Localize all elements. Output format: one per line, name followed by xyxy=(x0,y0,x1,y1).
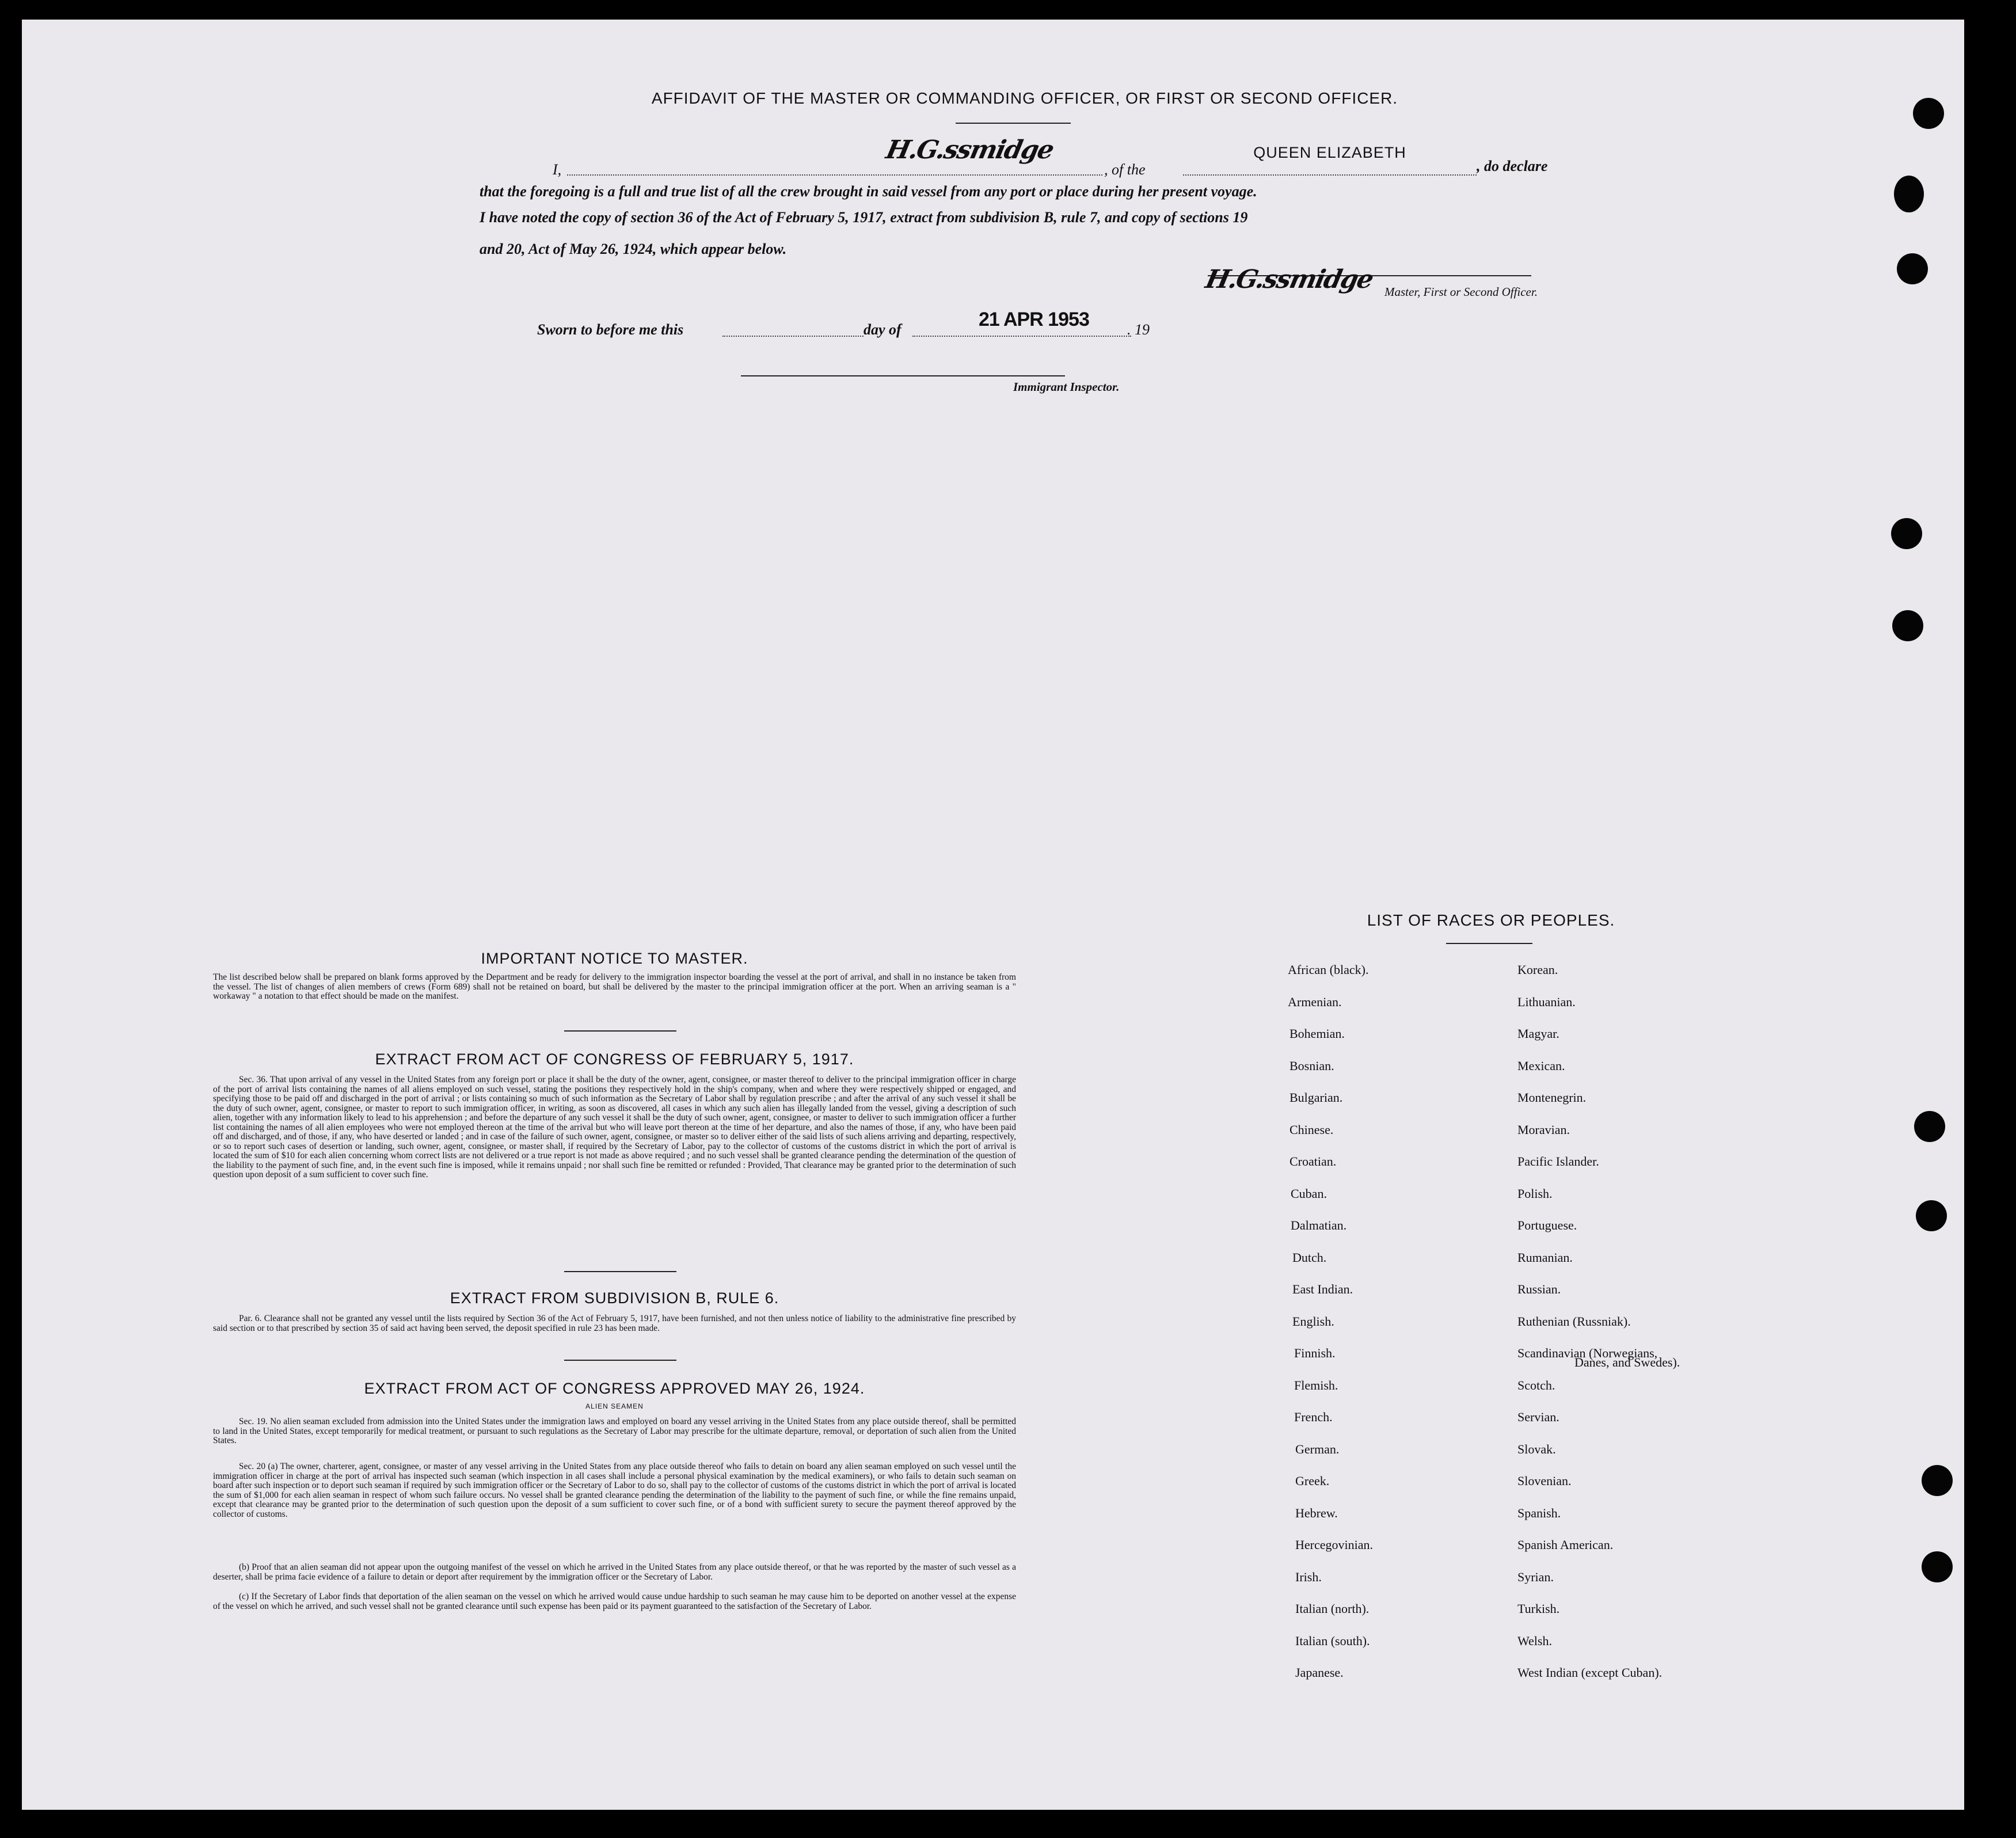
date-stamp: 21 APR 1953 xyxy=(979,309,1089,330)
race-right-item: Spanish. xyxy=(1517,1505,1561,1520)
race-left-item: Hebrew. xyxy=(1295,1505,1338,1520)
race-left-item: Bulgarian. xyxy=(1290,1090,1343,1105)
race-left-item: French. xyxy=(1294,1410,1333,1424)
race-right-item: Scotch. xyxy=(1517,1377,1555,1392)
alien-seamen-subtitle: ALIEN SEAMEN xyxy=(585,1402,644,1410)
race-left-item: Italian (south). xyxy=(1295,1633,1370,1648)
notice-title: IMPORTANT NOTICE TO MASTER. xyxy=(481,950,748,967)
race-left-item: African (black). xyxy=(1288,962,1369,977)
sec20b-body: (b) Proof that an alien seaman did not appear upon the outgoing manifest of the vessel on which he arrived in the United States from any place outside thereof, or that he was reported by the master of such vessel as a deserter, shall be prima facie evidence of a failure to detain or deport after requirement by the immigration officer or the Secretary of Labor. xyxy=(213,1562,1016,1582)
race-left-item: English. xyxy=(1292,1314,1334,1329)
day-of-label: day of xyxy=(864,321,902,338)
race-right-item: Welsh. xyxy=(1517,1633,1552,1648)
name-line xyxy=(567,174,1102,176)
race-scandinavian-continued: Danes, and Swedes). xyxy=(1574,1355,1680,1369)
binder-hole xyxy=(1913,98,1944,129)
binder-hole xyxy=(1922,1465,1953,1496)
race-left-item: Cuban. xyxy=(1291,1186,1327,1201)
section-divider xyxy=(564,1271,676,1272)
race-left-item: Japanese. xyxy=(1295,1665,1344,1680)
immigrant-inspector-label: Immigrant Inspector. xyxy=(1013,380,1120,394)
rule6-title: EXTRACT FROM SUBDIVISION B, RULE 6. xyxy=(450,1289,779,1307)
vessel-line xyxy=(1183,174,1477,176)
race-left-item: Dalmatian. xyxy=(1291,1218,1347,1232)
race-left-item: Armenian. xyxy=(1288,994,1342,1009)
affidavit-title: AFFIDAVIT OF THE MASTER OR COMMANDING OFFICER, OR FIRST OR SECOND OFFICER. xyxy=(651,89,1398,107)
sec20a-body: Sec. 20 (a) The owner, charterer, agent, consignee, or master of any vessel arriving in the United States from any place outside thereof who fails to detain on board any alien seaman employed on such vessel until the immigration officer in charge at the port of arrival has inspected such seaman (which inspection in all cases shall include a personal physical examination by the medical examiners), or who fails to detain such seaman on board after such inspection or to deport such seaman if required by such immigration officer or the Secretary of Labor to do so, shall pay to the collector of customs of the customs district in which the port of arrival is located the sum of $1,000 for each alien seaman in respect of whom such failure occurs. No vessel shall be granted clearance pending the determination of the liability to the payment of such fine, or while the fine remains unpaid, except that clearance may be granted prior to the determination of such question upon the deposit of a sum sufficient to cover such fine, or of a bond with sufficient surety to secure the payment thereof approved by the collector of customs. xyxy=(213,1462,1016,1519)
binder-hole xyxy=(1891,518,1922,549)
sec19-body: Sec. 19. No alien seaman excluded from admission into the United States under the immigration laws and employed on board any vessel arriving in the United States from any place outside thereof, shall be permitted to land in the United States, except temporarily for medical treatment, or pursuant to such regulations as the Secretary of Labor may prescribe for the ultimate departure, removal, or deportation of such alien from the United States. xyxy=(213,1417,1016,1445)
race-left-item: German. xyxy=(1295,1441,1340,1456)
race-left-item: Dutch. xyxy=(1292,1250,1327,1265)
race-right-item: Scandinavian (Norwegians, xyxy=(1517,1346,1658,1360)
race-left-item: Italian (north). xyxy=(1295,1601,1370,1616)
sworn-date-line xyxy=(912,336,1131,337)
race-right-item: Turkish. xyxy=(1517,1601,1560,1616)
affidavit-i-label: I, xyxy=(553,161,562,178)
race-right-item: Slovenian. xyxy=(1517,1474,1572,1488)
race-right-item: Syrian. xyxy=(1517,1569,1554,1584)
race-right-item: Rumanian. xyxy=(1517,1250,1573,1265)
section-divider xyxy=(564,1360,676,1361)
title-underline xyxy=(956,123,1071,124)
affidavit-line-1: that the foregoing is a full and true list of all the crew brought in said vessel from any port or place during her present voyage. xyxy=(480,183,1257,200)
race-right-item: Magyar. xyxy=(1517,1026,1559,1041)
year-label: . 19 xyxy=(1127,321,1150,338)
race-right-item: Russian. xyxy=(1517,1282,1561,1296)
race-right-item: Moravian. xyxy=(1517,1122,1570,1137)
notice-body: The list described below shall be prepared on blank forms approved by the Department and be ready for delivery to the immigration inspector boarding the vessel at the port of arrival, and shall in no instance be taken from the vessel. The list of changes of alien members of crews (Form 689) shall not be retained on board, but shall be delivered by the master to the principal immigration officer at the port. When an arriving seaman is a " workaway " a notation to that effect should be made on the manifest. xyxy=(213,972,1016,1001)
race-right-item: West Indian (except Cuban). xyxy=(1517,1665,1663,1680)
race-right-item: Portuguese. xyxy=(1517,1218,1577,1232)
binder-hole xyxy=(1892,610,1923,641)
master-officer-label: Master, First or Second Officer. xyxy=(1384,285,1538,299)
rule6-body: Par. 6. Clearance shall not be granted any vessel until the lists required by Section 36 of the Act of February 5, 1917, have been furnished, and not then unless notice of liability to the administrative fine prescribed by said section or to that prescribed by section 35 of said act having been served, the deposit specified in rule 23 has been made. xyxy=(213,1314,1016,1333)
race-left-item: Bosnian. xyxy=(1290,1058,1334,1073)
race-left-item: Bohemian. xyxy=(1290,1026,1345,1041)
affidavit-of-the: , of the xyxy=(1104,161,1146,178)
race-left-item: Irish. xyxy=(1295,1569,1322,1584)
binder-hole xyxy=(1894,176,1924,212)
sworn-label: Sworn to before me this xyxy=(537,321,684,338)
inspector-signature-line xyxy=(741,375,1065,376)
binder-hole xyxy=(1922,1551,1953,1582)
race-left-item: Croatian. xyxy=(1290,1154,1337,1169)
extract-1917-body: Sec. 36. That upon arrival of any vessel in the United States from any foreign port or place it shall be the duty of the owner, agent, consignee, or master thereof to deliver to the principal immigration officer in charge of the port of arrival lists containing the names of all aliens employed on such vessel, stating the positions they respectively hold in the ship's company, when and where they were respectively shipped or engaged, and specifying those to be paid off and discharged in the port of arrival ; or lists containing so much of such information as the Secretary of Labor shall by regulation prescribe ; and after the arrival of any such vessel it shall be the duty of such owner, agent, consignee, or master to report to such immigration officer, in writing, as soon as discovered, all cases in which any such alien has illegally landed from the vessel, giving a description of such alien, together with any information likely to lead to his apprehension ; and before the departure of any such vessel it shall be the duty of such owner, agent, consignee, or master to deliver to such immigration officer a further list containing the names of all alien employees who were not employed thereon at the time of the arrival but who will leave port thereon at the time of her departure, and also the names of those, if any, who have been paid off and discharged, and of those, if any, who have deserted or landed ; and in case of the failure of such owner, agent, consignee, or master so to deliver either of the said lists of such aliens arriving and departing, respectively, or so to report such cases of desertion or landing, such owner, agent, consignee, or master shall, if required by the Secretary of Labor, pay to the collector of customs of the customs district in which the port of arrival is located the sum of $10 for each alien concerning whom correct lists are not delivered or a true report is not made as above required ; and no such vessel shall be granted clearance pending the determination of the question of the liability to the payment of such fine, and, in the event such fine is imposed, while it remains unpaid ; nor shall such fine be remitted or refunded : Provided, That clearance may be granted prior to the determination of such question upon deposit of a sum sufficient to cover such fine. xyxy=(213,1075,1016,1179)
race-left-item: Hercegovinian. xyxy=(1295,1538,1373,1552)
binder-hole xyxy=(1914,1111,1945,1142)
master-signature-bottom: H.G.ssmidge xyxy=(1203,265,1375,294)
race-right-item: Servian. xyxy=(1517,1410,1559,1424)
race-left-item: East Indian. xyxy=(1292,1282,1353,1296)
binder-hole xyxy=(1916,1200,1947,1231)
extract-1924-title: EXTRACT FROM ACT OF CONGRESS APPROVED MAY 26, 1924. xyxy=(364,1380,865,1397)
race-left-item: Finnish. xyxy=(1294,1346,1336,1360)
race-right-item: Ruthenian (Russniak). xyxy=(1517,1314,1631,1329)
binder-hole xyxy=(1897,253,1928,284)
extract-1917-title: EXTRACT FROM ACT OF CONGRESS OF FEBRUARY 5, 1917. xyxy=(375,1051,854,1068)
race-right-item: Pacific Islander. xyxy=(1517,1154,1599,1169)
affidavit-line-2: I have noted the copy of section 36 of the Act of February 5, 1917, extract from subdivision B, rule 7, and copy of sections 19 xyxy=(480,209,1248,226)
race-right-item: Mexican. xyxy=(1517,1058,1565,1073)
master-signature-top: H.G.ssmidge xyxy=(883,135,1056,165)
races-title-underline xyxy=(1446,943,1532,944)
race-right-item: Polish. xyxy=(1517,1186,1553,1201)
vessel-name: QUEEN ELIZABETH xyxy=(1253,144,1406,161)
section-divider xyxy=(564,1030,676,1032)
race-right-item: Lithuanian. xyxy=(1517,994,1576,1009)
affidavit-do-declare: , do declare xyxy=(1477,158,1548,174)
sec20c-body: (c) If the Secretary of Labor finds that deportation of the alien seaman on the vessel on which he arrived would cause undue hardship to such seaman he may cause him to be deported on another vessel at the expense of the vessel on which he arrived, and such vessel shall not be granted clearance until such expense has been paid or its payment guaranteed to the satisfaction of the Secretary of Labor. xyxy=(213,1592,1016,1611)
races-title: LIST OF RACES OR PEOPLES. xyxy=(1367,911,1615,929)
race-right-item: Korean. xyxy=(1517,962,1558,977)
race-right-item: Montenegrin. xyxy=(1517,1090,1587,1105)
race-left-item: Flemish. xyxy=(1294,1377,1338,1392)
affidavit-line-3: and 20, Act of May 26, 1924, which appear below. xyxy=(480,241,787,257)
sworn-day-line xyxy=(722,336,864,337)
race-left-item: Chinese. xyxy=(1290,1122,1334,1137)
race-left-item: Greek. xyxy=(1295,1474,1330,1488)
race-right-item: Slovak. xyxy=(1517,1441,1556,1456)
race-right-item: Spanish American. xyxy=(1517,1538,1614,1552)
